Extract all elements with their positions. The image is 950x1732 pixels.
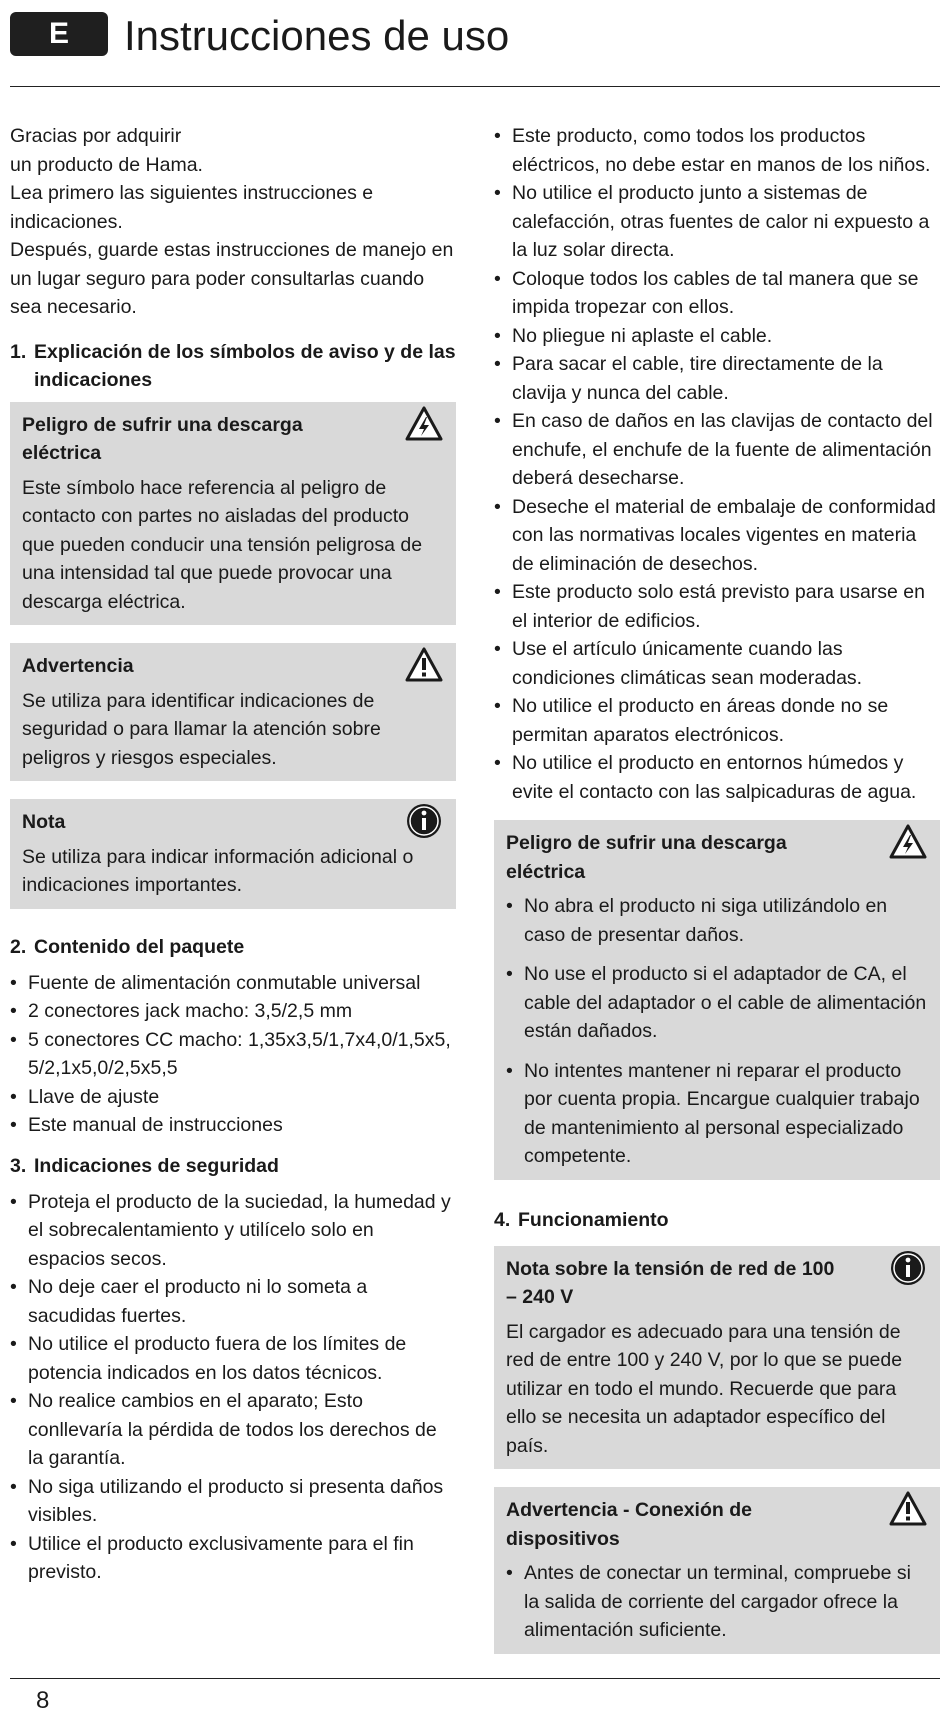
list-item: • No utilice el producto en áreas donde no se permitan aparatos electrónicos. [494,692,940,749]
info-icon [888,1248,928,1288]
intro-line: Después, guarde estas instrucciones de manejo en un lugar seguro para poder consultarlas cuando sea necesario. [10,239,454,318]
intro-line: un producto de Hama. [10,153,203,176]
list-item: • Use el artículo únicamente cuando las condiciones climáticas sean moderadas. [494,635,940,692]
right-column [494,122,940,1672]
warning-box [10,643,456,781]
note-box [10,799,456,909]
list-item: • 5 conectores CC macho: 1,35x3,5/1,7x4,0/1,5x5, 5/2,1x5,0/2,5x5,5 [10,1026,456,1083]
section-heading-safety [10,1152,456,1180]
safety-list-left [10,1188,456,1587]
section-title: Explicación de los símbolos de aviso y de las indicaciones [34,340,456,391]
warning-icon [404,645,444,685]
warning-box [494,1487,940,1654]
list-item: • Para sacar el cable, tire directamente de la clavija y nunca del cable. [494,350,940,407]
box-title: Peligro de sufrir una descarga eléctrica [22,413,303,464]
electric-warning-icon [888,822,928,862]
list-item: • No realice cambios en el aparato; Esto conllevaría la pérdida de todos los derechos de la garantía. [10,1387,456,1473]
list-item: • No utilice el producto junto a sistemas de calefacción, otras fuentes de calor ni expuesto a la luz solar directa. [494,179,940,265]
intro-text [10,122,456,322]
list-item: • 2 conectores jack macho: 3,5/2,5 mm [10,997,456,1026]
box-list [506,1559,928,1645]
list-item: • Deseche el material de embalaje de conformidad con las normativas locales vigentes en materia de eliminación de desechos. [494,493,940,579]
section-heading-symbols [10,338,456,394]
safety-section [10,1152,456,1587]
list-item: • Este producto, como todos los productos eléctricos, no debe estar en manos de los niños. [494,122,940,179]
footer-rule [10,1678,940,1679]
electric-warning-icon [404,404,444,444]
page-title: Instrucciones de uso [124,12,510,59]
list-item: • Fuente de alimentación conmutable universal [10,969,456,998]
intro-line: Gracias por adquirir [10,125,182,147]
package-contents-list [10,969,456,1140]
box-title: Nota [22,811,66,833]
page-header [10,12,940,87]
list-item: • Este producto solo está previsto para usarse en el interior de edificios. [494,578,940,635]
box-text: Este símbolo hace referencia al peligro de contacto con partes no aisladas del producto que pueden conducir una tensión peligrosa de una intensidad tal que puede provocar una descarga eléctrica. [22,476,423,613]
list-item: • Proteja el producto de la suciedad, la humedad y el sobrecalentamiento y utilícelo solo en espacios secos. [10,1188,456,1274]
box-text: El cargador es adecuado para una tensión de red de entre 100 y 240 V, por lo que se puede utilizar en todo el mundo. Recuerde que para ello se necesita un adaptador específico del país. [506,1320,903,1457]
list-item: • No utilice el producto en entornos húmedos y evite el contacto con las salpicaduras de agua. [494,749,940,806]
danger-box [10,402,456,626]
danger-box [494,820,940,1180]
section-title: Funcionamiento [518,1208,669,1231]
box-title: Peligro de sufrir una descarga eléctrica [506,832,787,883]
list-item: • No deje caer el producto ni lo someta a sacudidas fuertes. [10,1273,456,1330]
box-title: Advertencia - Conexión de dispositivos [506,1499,752,1550]
list-item: • No abra el producto ni siga utilizándolo en caso de presentar daños. [506,892,928,949]
section-number: 2. [10,935,27,958]
box-list [506,892,928,1171]
info-icon [404,801,444,841]
list-item: • Este manual de instrucciones [10,1111,456,1140]
list-item: • Utilice el producto exclusivamente para el fin previsto. [10,1530,456,1587]
list-item: • No intentes mantener ni reparar el producto por cuenta propia. Encargue cualquier trabajo de mantenimiento al personal especializado competente. [506,1057,928,1171]
list-item: • Coloque todos los cables de tal manera que se impida tropezar con ellos. [494,265,940,322]
list-item: • No utilice el producto fuera de los límites de potencia indicados en los datos técnicos. [10,1330,456,1387]
list-item: • Antes de conectar un terminal, compruebe si la salida de corriente del cargador ofrece la alimentación suficiente. [506,1559,928,1645]
list-item: • No use el producto si el adaptador de CA, el cable del adaptador o el cable de alimentación están dañados. [506,960,928,1046]
list-item: • Llave de ajuste [10,1083,456,1112]
list-item: • No siga utilizando el producto si presenta daños visibles. [10,1473,456,1530]
note-box [494,1246,940,1470]
section-number: 1. [10,340,27,363]
section-number: 4. [494,1208,511,1231]
intro-line: Lea primero las siguientes instrucciones e indicaciones. [10,182,374,233]
section-heading-contents [10,933,456,961]
section-heading-operation [494,1206,940,1234]
section-title: Indicaciones de seguridad [34,1154,279,1177]
package-contents-section [10,933,456,1140]
box-title: Nota sobre la tensión de red de 100 – 240 V [506,1257,835,1308]
warning-icon [888,1489,928,1529]
safety-list-right [494,122,940,806]
box-text: Se utiliza para identificar indicaciones de seguridad o para llamar la atención sobre peligros y riesgos especiales. [22,689,381,769]
list-item: • En caso de daños en las clavijas de contacto del enchufe, el enchufe de la fuente de alimentación deberá desecharse. [494,407,940,493]
box-text: Se utiliza para indicar información adicional o indicaciones importantes. [22,845,414,896]
section-title: Contenido del paquete [34,935,245,958]
left-column [10,122,456,1599]
section-number: 3. [10,1154,27,1177]
page-number: 8 [36,1687,50,1714]
box-title: Advertencia [22,655,134,677]
language-badge: E [10,12,108,56]
list-item: • No pliegue ni aplaste el cable. [494,322,940,351]
